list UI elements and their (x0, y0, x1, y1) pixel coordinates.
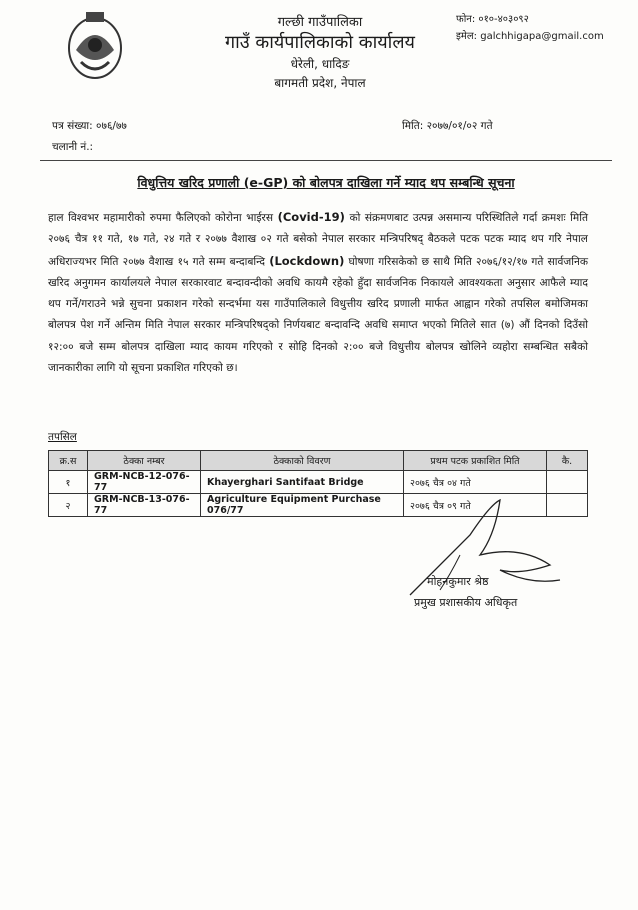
municipality-name: गल्छी गाउँपालिका (277, 15, 363, 30)
dispatch-number: चलानी नं.: (52, 141, 94, 153)
header-sn: क्र.स (49, 451, 88, 471)
cell-description: Khayerghari Santifaat Bridge (201, 471, 404, 494)
email-address: इमेल: galchhigapa@gmail.com (456, 31, 604, 42)
header-description: ठेक्काको विवरण (201, 451, 404, 471)
cell-contract-no: GRM-NCB-13-076-77 (88, 494, 201, 517)
header-published-date: प्रथम पटक प्रकाशित मिति (404, 451, 547, 471)
nepal-emblem-icon (66, 10, 124, 82)
phone-number: फोन: ०१०-४०३०९२ (456, 14, 529, 25)
header-remarks: कै. (547, 451, 588, 471)
letter-date: मिति: २०७७/०१/०२ गते (402, 120, 493, 132)
cell-contract-no: GRM-NCB-12-076-77 (88, 471, 201, 494)
cell-published-date: २०७६ चैत्र ०४ गते (404, 471, 547, 494)
signatory-designation: प्रमुख प्रशासकीय अधिकृत (414, 596, 518, 609)
cell-remarks (547, 471, 588, 494)
body-part-2: को संक्रमणबाट उत्पन्न असमान्य परिस्थितिले गर्दा क्रमशः मिति २०७६ चैत्र ११ गते, १७ गते, २४ गते र २०७७ वैशाख ०२ गते बसेको नेपाल सरकार मन्त्रिपरिषद् बैठकले पटक पटक म्याद थप गरि नेपाल अधिराज्यभर मिति २०७७ वैशाख १५ गते सम्म बन्दाबन्दि (48, 212, 588, 268)
notice-body (48, 207, 588, 379)
signatory-name: मोहनकुमार श्रेष्ठ (427, 575, 489, 588)
table-header-row (49, 451, 588, 471)
cell-sn: १ (49, 471, 88, 494)
header-divider (40, 160, 612, 161)
cell-description: Agriculture Equipment Purchase 076/77 (201, 494, 404, 517)
letter-number: पत्र संख्या: ०७६/७७ (52, 120, 127, 132)
table-row (49, 471, 588, 494)
notice-subject (40, 174, 612, 191)
province-address: बागमती प्रदेश, नेपाल (274, 76, 366, 90)
header-contract-no: ठेक्का नम्बर (88, 451, 201, 471)
cell-published-date: २०७६ चैत्र ०९ गते (404, 494, 547, 517)
table-caption: तपसिल (48, 431, 77, 443)
body-part-1: हाल विश्वभर महामारीको रुपमा फैलिएको कोरोना भाईरस (48, 212, 278, 224)
body-part-3: घोषणा गरिसकेको छ साथै मिति २०७६/१२/१७ गते सार्वजनिक खरिद अनुगमन कार्यालयले नेपाल सरकारवाट बन्दावन्दीको अवधि कायमै रहेको हुँदा सार्वजनिक निकायले आवश्यकता अनुसार आफैले म्याद थप गर्ने/गराउने भन्ने सुचना प्रकाशन गरेको सन्दर्भमा यस गाउँपालिकाले विधुत्तीय खरिद प्रणाली मार्फत आह्वान गरेको तपसिल बमोजिमका बोलपत्र पेश गर्ने अन्तिम मिति नेपाल सरकार मन्त्रिपरिषद्को निर्णयबाट बन्दावन्दि अवधि समाप्त भएको मितिले सात (७) औं दिनको दिउँसो १२:०० बजे सम्म बोलपत्र दाखिला म्याद कायम गरिएको र सोहि दिनको २:०० बजे विधुत्तीय बोलपत्र खोलिने व्यहोरा सम्बन्धित सबैको जानकारीका लागि यो सूचना प्रकाशित गरिएको छ। (48, 255, 588, 375)
office-name: गाउँ कार्यपालिकाको कार्यालय (225, 32, 415, 53)
cell-sn: २ (49, 494, 88, 517)
covid-term: (Covid-19) (277, 210, 345, 224)
lockdown-term: (Lockdown) (269, 253, 345, 268)
subject-text: विधुत्तिय खरिद प्रणाली (e-GP) को बोलपत्र दाखिला गर्ने म्याद थप सम्बन्धि सूचना (137, 175, 515, 190)
office-address: धेरेली, धादिङ (290, 57, 350, 71)
